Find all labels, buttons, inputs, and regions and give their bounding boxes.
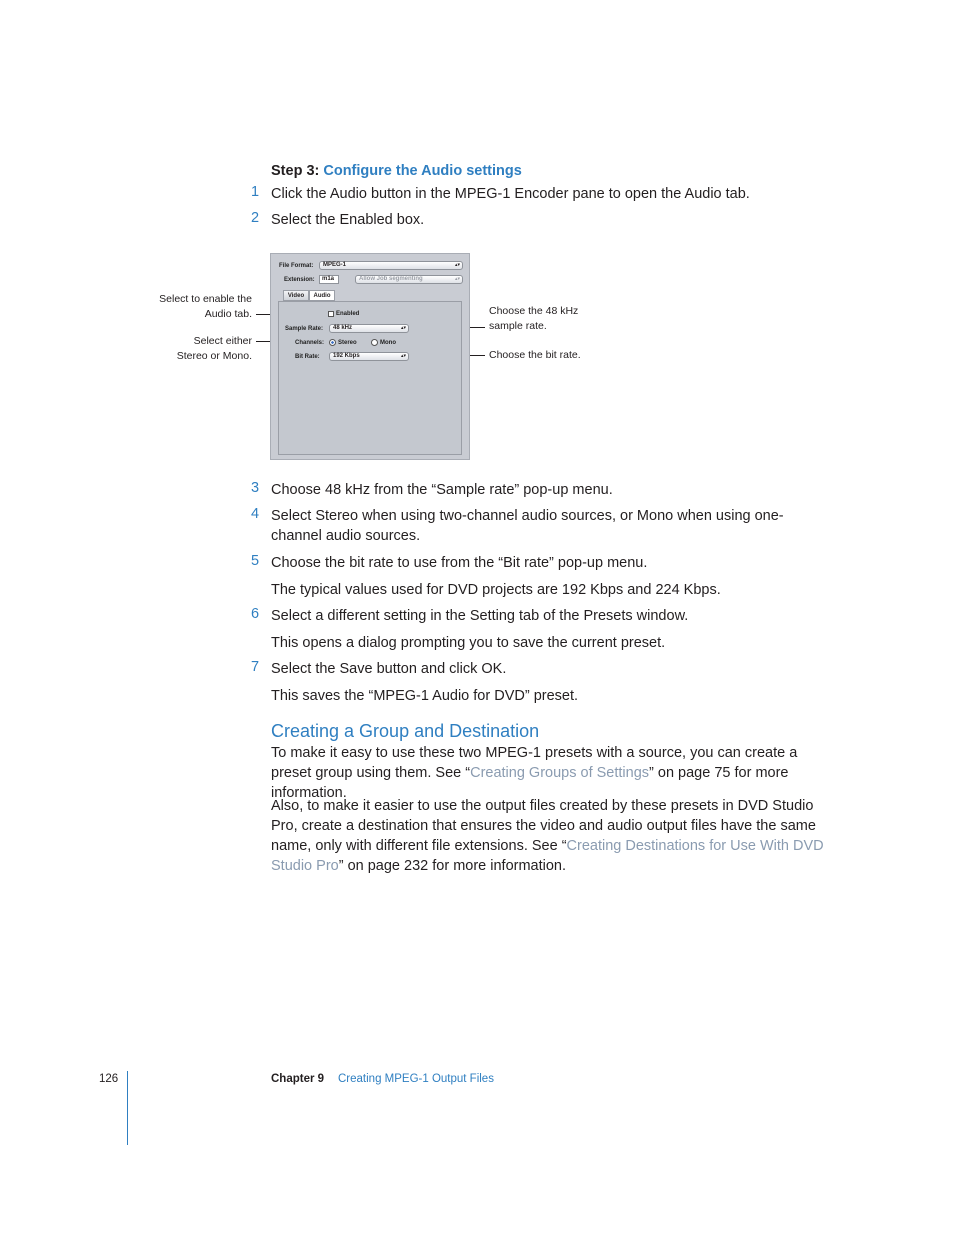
step-number-4: 4	[251, 506, 260, 522]
stereo-label: Stereo	[338, 340, 357, 346]
tab-audio[interactable]: Audio	[309, 290, 335, 301]
link-creating-destinations[interactable]: Creating Destinations for Use With DVD Studio Pro	[271, 838, 824, 874]
note-after-5: The typical values used for DVD projects are 192 Kbps and 224 Kbps.	[271, 582, 721, 598]
step-item-5: Choose the bit rate to use from the “Bit rate” pop-up menu.	[271, 555, 648, 571]
enabled-checkbox[interactable]	[328, 311, 334, 317]
mono-label: Mono	[380, 340, 396, 346]
section-paragraph-2	[271, 796, 827, 876]
p1-text-after: ” on page 75 for more information.	[271, 765, 789, 801]
extension-label: Extension:	[284, 277, 315, 283]
step-item-1: Click the Audio button in the MPEG-1 Encoder pane to open the Audio tab.	[271, 186, 750, 202]
callout-bit-rate: Choose the bit rate.	[489, 349, 581, 361]
chapter-label: Chapter 9	[271, 1073, 325, 1085]
step-item-2: Select the Enabled box.	[271, 212, 425, 228]
note-after-6: This opens a dialog prompting you to save the current preset.	[271, 635, 666, 651]
step-number-7: 7	[251, 659, 260, 675]
step-number-5: 5	[251, 553, 260, 569]
section-heading: Creating a Group and Destination	[271, 721, 540, 741]
popup-arrows-icon: ▴▾	[400, 325, 406, 331]
step-number-1: 1	[251, 184, 260, 200]
step-item-7: Select the Save button and click OK.	[271, 661, 507, 677]
popup-arrows-icon: ▴▾	[454, 262, 460, 268]
step-title: Configure the Audio settings	[323, 163, 522, 179]
file-format-popup[interactable]	[319, 261, 463, 270]
file-format-value: MPEG-1	[323, 262, 347, 268]
p2-text-before: Also, to make it easier to use the output files created by these presets in DVD Studio Pro, create a destination that ensures the video and audio output files have the same name, only with different file extensions. See “	[271, 798, 816, 854]
chapter-title[interactable]: Creating MPEG-1 Output Files	[338, 1073, 494, 1085]
sample-rate-value: 48 kHz	[333, 325, 353, 331]
step-item-6: Select a different setting in the Setting tab of the Presets window.	[271, 608, 689, 624]
p1-text-before: To make it easy to use these two MPEG-1 presets with a source, you can create a preset group using them. See “	[271, 745, 798, 781]
encoder-audio-panel	[270, 253, 470, 460]
allow-segmenting-popup[interactable]	[355, 275, 463, 284]
callout-channels: Select either Stereo or Mono.	[176, 335, 252, 362]
audio-settings-pane	[278, 301, 462, 455]
enabled-label: Enabled	[336, 311, 360, 317]
channels-label: Channels:	[295, 340, 325, 346]
callout-audio-tab: Select to enable the Audio tab.	[159, 293, 252, 320]
mono-radio[interactable]	[371, 339, 378, 346]
bit-rate-label: Bit Rate:	[295, 354, 320, 360]
section-paragraph-1	[271, 743, 827, 803]
tab-video[interactable]: Video	[283, 290, 309, 301]
step-label: Step 3:	[271, 163, 320, 179]
note-after-7: This saves the “MPEG-1 Audio for DVD” preset.	[271, 688, 579, 704]
allow-segmenting-label: Allow Job segmenting	[359, 276, 423, 282]
step-number-2: 2	[251, 210, 260, 226]
sample-rate-popup[interactable]	[329, 324, 409, 333]
stereo-radio[interactable]	[329, 339, 336, 346]
step-heading	[271, 163, 522, 179]
sample-rate-label: Sample Rate:	[285, 326, 324, 332]
step-number-6: 6	[251, 606, 260, 622]
bit-rate-value: 192 Kbps	[333, 353, 360, 359]
step-item-3: Choose 48 kHz from the “Sample rate” pop-up menu.	[271, 482, 613, 498]
step-number-3: 3	[251, 480, 260, 496]
link-creating-groups[interactable]: Creating Groups of Settings	[470, 765, 650, 781]
popup-arrows-icon: ▴▾	[400, 353, 406, 359]
footer-rule	[127, 1071, 128, 1145]
bit-rate-popup[interactable]	[329, 352, 409, 361]
file-format-label: File Format:	[279, 263, 314, 269]
callout-sample-rate: Choose the 48 kHz sample rate.	[489, 305, 579, 332]
step-item-4: Select Stereo when using two-channel audio sources, or Mono when using one-channel audio sources.	[271, 508, 784, 544]
popup-arrows-icon: ▴▾	[454, 276, 460, 282]
p2-text-after: ” on page 232 for more information.	[338, 858, 567, 874]
extension-field[interactable]: m1a	[319, 275, 339, 284]
page-number: 126	[99, 1073, 119, 1085]
